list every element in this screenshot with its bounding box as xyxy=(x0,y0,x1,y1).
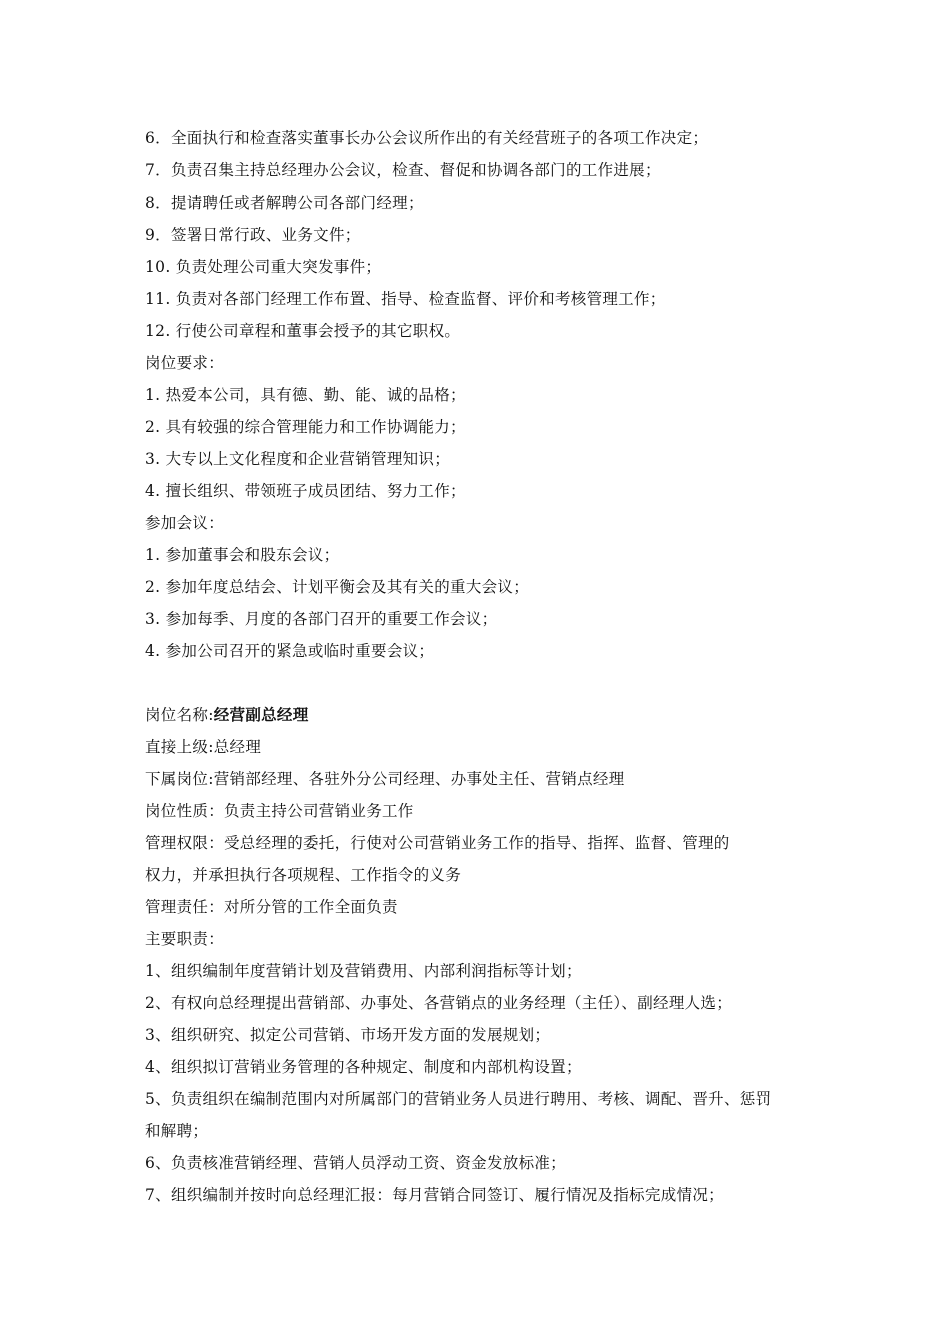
meeting-item: 4. 参加公司召开的紧急或临时重要会议； xyxy=(145,642,435,660)
management-authority-cont: 权力，并承担执行各项规程、工作指令的义务 xyxy=(145,866,462,884)
duty-item: 7、组织编制并按时向总经理汇报：每月营销合同签订、履行情况及指标完成情况； xyxy=(145,1186,724,1204)
duty-item: 5、负责组织在编制范围内对所属部门的营销业务人员进行聘用、考核、调配、晋升、惩罚 xyxy=(145,1090,772,1108)
duty-item: 9．签署日常行政、业务文件； xyxy=(145,226,361,244)
requirements-heading: 岗位要求： xyxy=(145,354,225,372)
duty-item: 3、组织研究、拟定公司营销、市场开发方面的发展规划； xyxy=(145,1026,551,1044)
position-name-value: 经营副总经理 xyxy=(213,705,309,724)
duty-item: 2、有权向总经理提出营销部、办事处、各营销点的业务经理（主任）、副经理人选； xyxy=(145,994,733,1012)
duty-item-cont: 和解聘； xyxy=(145,1122,209,1140)
requirement-item: 4. 擅长组织、带领班子成员团结、努力工作； xyxy=(145,482,466,500)
requirement-item: 3. 大专以上文化程度和企业营销管理知识； xyxy=(145,450,451,468)
requirement-item: 2. 具有较强的综合管理能力和工作协调能力； xyxy=(145,418,466,436)
position-name-label: 岗位名称: xyxy=(145,706,214,724)
duty-item: 11. 负责对各部门经理工作布置、指导、检查监督、评价和考核管理工作； xyxy=(145,290,666,308)
direct-superior: 直接上级:总经理 xyxy=(145,738,262,756)
duty-item: 7．负责召集主持总经理办公会议，检查、督促和协调各部门的工作进展； xyxy=(145,161,661,179)
position-nature: 岗位性质：负责主持公司营销业务工作 xyxy=(145,802,414,820)
meeting-item: 2. 参加年度总结会、计划平衡会及其有关的重大会议； xyxy=(145,578,530,596)
duty-item: 4、组织拟订营销业务管理的各种规定、制度和内部机构设置； xyxy=(145,1058,582,1076)
duty-item: 8．提请聘任或者解聘公司各部门经理； xyxy=(145,194,424,212)
position-name xyxy=(145,705,309,725)
duty-item: 6、负责核准营销经理、营销人员浮动工资、资金发放标准； xyxy=(145,1154,566,1172)
subordinate-positions: 下属岗位:营销部经理、各驻外分公司经理、办事处主任、营销点经理 xyxy=(145,770,625,788)
management-authority: 管理权限：受总经理的委托，行使对公司营销业务工作的指导、指挥、监督、管理的 xyxy=(145,834,730,852)
requirement-item: 1. 热爱本公司，具有德、勤、能、诚的品格； xyxy=(145,386,466,404)
meeting-item: 3. 参加每季、月度的各部门召开的重要工作会议； xyxy=(145,610,498,628)
duty-item: 1、组织编制年度营销计划及营销费用、内部利润指标等计划； xyxy=(145,962,582,980)
meeting-item: 1. 参加董事会和股东会议； xyxy=(145,546,340,564)
duties-heading: 主要职责： xyxy=(145,930,225,948)
duty-item: 12. 行使公司章程和董事会授予的其它职权。 xyxy=(145,322,461,340)
duty-item: 10. 负责处理公司重大突发事件； xyxy=(145,258,382,276)
duty-item: 6．全面执行和检查落实董事长办公会议所作出的有关经营班子的各项工作决定； xyxy=(145,129,709,147)
meetings-heading: 参加会议： xyxy=(145,514,225,532)
management-responsibility: 管理责任：对所分管的工作全面负责 xyxy=(145,898,398,916)
